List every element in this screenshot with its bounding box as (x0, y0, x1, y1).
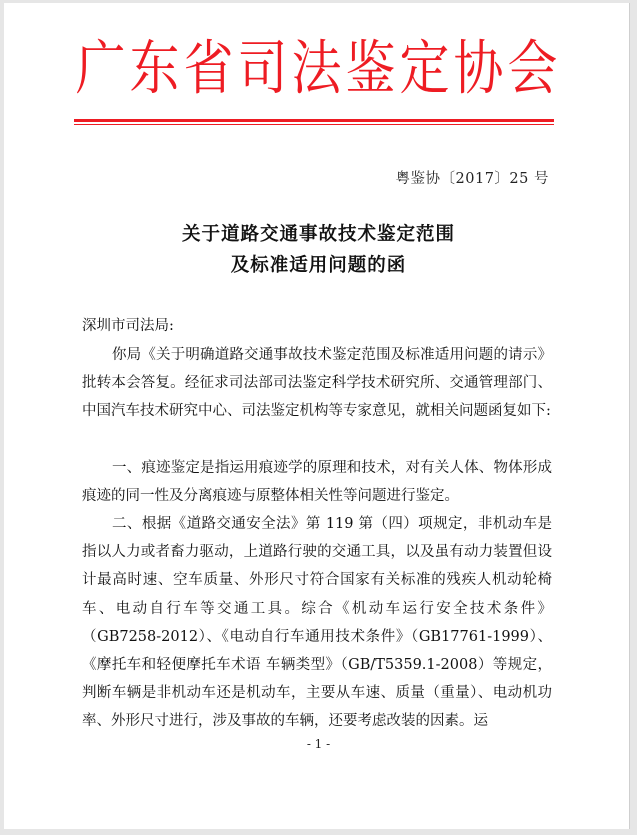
document-number: 粤鉴协〔2017〕25 号 (395, 171, 549, 187)
letterhead-rule-thick (74, 119, 554, 122)
body-paragraph: 二、根据《道路交通安全法》第 119 第（四）项规定，非机动车是指以人力或者畜力驱动，上道路行驶的交通工具，以及虽有动力装置但设计最高时速、空车质量、外形尺寸符合国家有关标准的残疾人机动轮椅车、电动自行车等交通工具。综合《机动车运行安全技术条件》（GB7258-2012）、《电动自行车通用技术条件》（GB17761-1999）、《摩托车和轻便摩托车术语 车辆类型》（GB/T5359.1-2008）等规定，判断车辆是非机动车还是机动车，主要从车速、质量（重量）、电动机功率、外形尺寸进行，涉及事故的车辆，还要考虑改装的因素。运 (82, 516, 552, 730)
org-letterhead: 广东省司法鉴定协会 (75, 34, 562, 103)
page-number: - 1 - (306, 737, 331, 751)
document-title-line-1: 关于道路交通事故技术鉴定范围 (181, 224, 455, 245)
body-paragraph: 一、痕迹鉴定是指运用痕迹学的原理和技术，对有关人体、物体形成痕迹的同一性及分离痕迹与原整体相关性等问题进行鉴定。 (82, 460, 552, 505)
letterhead-rule-thin (74, 124, 554, 125)
document-title-line-2: 及标准适用问题的函 (230, 255, 407, 276)
body-paragraph: 你局《关于明确道路交通事故技术鉴定范围及标准适用问题的请示》批转本会答复。经征求司法部司法鉴定科学技术研究所、交通管理部门、中国汽车技术研究中心、司法鉴定机构等专家意见，就相关问题函复如下: (82, 347, 552, 420)
addressee: 深圳市司法局: (82, 318, 174, 334)
